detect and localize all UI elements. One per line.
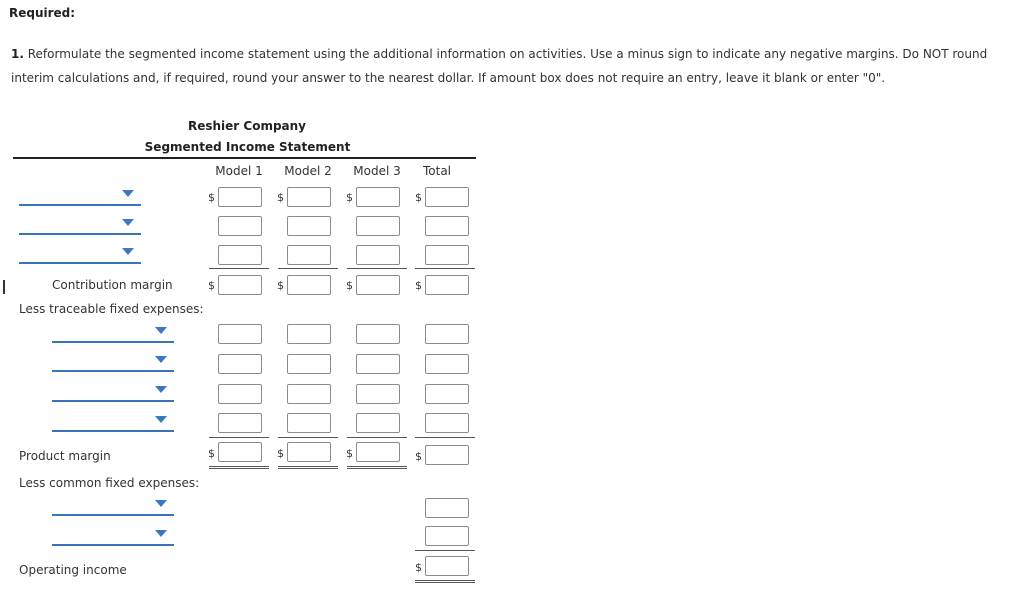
amount-input-r1-model-1[interactable]: [218, 187, 262, 207]
amount-input-r3-total[interactable]: [425, 245, 469, 265]
traceable-expense-dropdown-3[interactable]: [52, 380, 174, 402]
amount-input-r1-model-3[interactable]: [356, 187, 400, 207]
company-name: Reshier Company: [187, 119, 307, 133]
traceable-input-r4-model-3[interactable]: [356, 413, 400, 433]
required-heading: Required:: [9, 6, 76, 20]
currency-symbol: $: [208, 279, 215, 292]
currency-symbol: $: [208, 447, 215, 460]
contribution-margin-total[interactable]: [425, 275, 469, 295]
column-header-model-1: Model 1: [215, 164, 263, 178]
amount-input-r1-total[interactable]: [425, 187, 469, 207]
currency-symbol: $: [277, 447, 284, 460]
line-item-dropdown-1[interactable]: [19, 184, 141, 206]
contribution-margin-model-2[interactable]: [287, 275, 331, 295]
less-common-label: Less common fixed expenses:: [19, 476, 200, 490]
product-margin-model-2[interactable]: [287, 442, 331, 462]
header-rule: [13, 157, 476, 159]
common-expense-dropdown-1[interactable]: [52, 494, 174, 516]
subtotal-rule: [209, 268, 269, 269]
amount-input-r3-model-3[interactable]: [356, 245, 400, 265]
chevron-down-icon: [155, 356, 167, 363]
traceable-input-r1-model-3[interactable]: [356, 324, 400, 344]
double-rule: [347, 466, 407, 469]
subtotal-rule: [415, 268, 475, 269]
chevron-down-icon: [122, 248, 134, 255]
currency-symbol: $: [415, 561, 422, 574]
double-rule: [209, 466, 269, 469]
double-rule: [415, 580, 475, 583]
chevron-down-icon: [122, 219, 134, 226]
common-expense-dropdown-2[interactable]: [52, 524, 174, 546]
column-header-model-2: Model 2: [284, 164, 332, 178]
traceable-input-r4-total[interactable]: [425, 413, 469, 433]
traceable-input-r4-model-1[interactable]: [218, 413, 262, 433]
currency-symbol: $: [277, 279, 284, 292]
line-item-dropdown-2[interactable]: [19, 213, 141, 235]
subtotal-rule: [415, 550, 475, 551]
subtotal-rule: [415, 437, 475, 438]
traceable-input-r2-total[interactable]: [425, 354, 469, 374]
subtotal-rule: [278, 268, 338, 269]
traceable-expense-dropdown-2[interactable]: [52, 350, 174, 372]
amount-input-r2-model-1[interactable]: [218, 216, 262, 236]
common-expense-input-1-total[interactable]: [425, 498, 469, 518]
product-margin-label: Product margin: [19, 449, 111, 463]
currency-symbol: $: [415, 191, 422, 204]
operating-income-total[interactable]: [425, 556, 469, 576]
currency-symbol: $: [346, 447, 353, 460]
amount-input-r2-model-2[interactable]: [287, 216, 331, 236]
chevron-down-icon: [155, 327, 167, 334]
subtotal-rule: [278, 437, 338, 438]
contribution-margin-model-1[interactable]: [218, 275, 262, 295]
currency-symbol: $: [346, 191, 353, 204]
subtotal-rule: [209, 437, 269, 438]
product-margin-model-3[interactable]: [356, 442, 400, 462]
contribution-margin-model-3[interactable]: [356, 275, 400, 295]
instruction-text: Reformulate the segmented income statement using the additional information on activities. Use a minus sign to indicate any negative margins. Do NOT round interim calculations and, if required, round your answer to the nearest dollar. If amount box does not require an entry, leave it blank or enter "0".: [11, 47, 988, 85]
chevron-down-icon: [122, 190, 134, 197]
amount-input-r3-model-1[interactable]: [218, 245, 262, 265]
amount-input-r3-model-2[interactable]: [287, 245, 331, 265]
currency-symbol: $: [208, 191, 215, 204]
traceable-input-r3-total[interactable]: [425, 384, 469, 404]
chevron-down-icon: [155, 530, 167, 537]
double-rule: [278, 466, 338, 469]
currency-symbol: $: [415, 279, 422, 292]
traceable-input-r1-model-1[interactable]: [218, 324, 262, 344]
traceable-input-r3-model-2[interactable]: [287, 384, 331, 404]
product-margin-total[interactable]: [425, 445, 469, 465]
product-margin-model-1[interactable]: [218, 442, 262, 462]
traceable-input-r2-model-3[interactable]: [356, 354, 400, 374]
chevron-down-icon: [155, 416, 167, 423]
traceable-input-r3-model-1[interactable]: [218, 384, 262, 404]
edge-marker: [0, 280, 5, 294]
traceable-input-r1-model-2[interactable]: [287, 324, 331, 344]
currency-symbol: $: [415, 450, 422, 463]
chevron-down-icon: [155, 386, 167, 393]
common-expense-input-2-total[interactable]: [425, 526, 469, 546]
instructions: [11, 42, 1016, 90]
traceable-input-r2-model-1[interactable]: [218, 354, 262, 374]
traceable-input-r4-model-2[interactable]: [287, 413, 331, 433]
traceable-input-r2-model-2[interactable]: [287, 354, 331, 374]
currency-symbol: $: [346, 279, 353, 292]
column-header-total: Total: [422, 164, 452, 178]
column-header-model-3: Model 3: [353, 164, 401, 178]
currency-symbol: $: [277, 191, 284, 204]
amount-input-r2-total[interactable]: [425, 216, 469, 236]
statement-title: Segmented Income Statement: [144, 140, 351, 154]
less-traceable-label: Less traceable fixed expenses:: [19, 302, 204, 316]
subtotal-rule: [347, 268, 407, 269]
contribution-margin-label: Contribution margin: [52, 278, 173, 292]
line-item-dropdown-3[interactable]: [19, 242, 141, 264]
traceable-input-r3-model-3[interactable]: [356, 384, 400, 404]
amount-input-r2-model-3[interactable]: [356, 216, 400, 236]
subtotal-rule: [347, 437, 407, 438]
chevron-down-icon: [155, 500, 167, 507]
traceable-expense-dropdown-1[interactable]: [52, 321, 174, 343]
instruction-number: 1.: [11, 47, 24, 61]
operating-income-label: Operating income: [19, 563, 127, 577]
traceable-expense-dropdown-4[interactable]: [52, 410, 174, 432]
amount-input-r1-model-2[interactable]: [287, 187, 331, 207]
traceable-input-r1-total[interactable]: [425, 324, 469, 344]
